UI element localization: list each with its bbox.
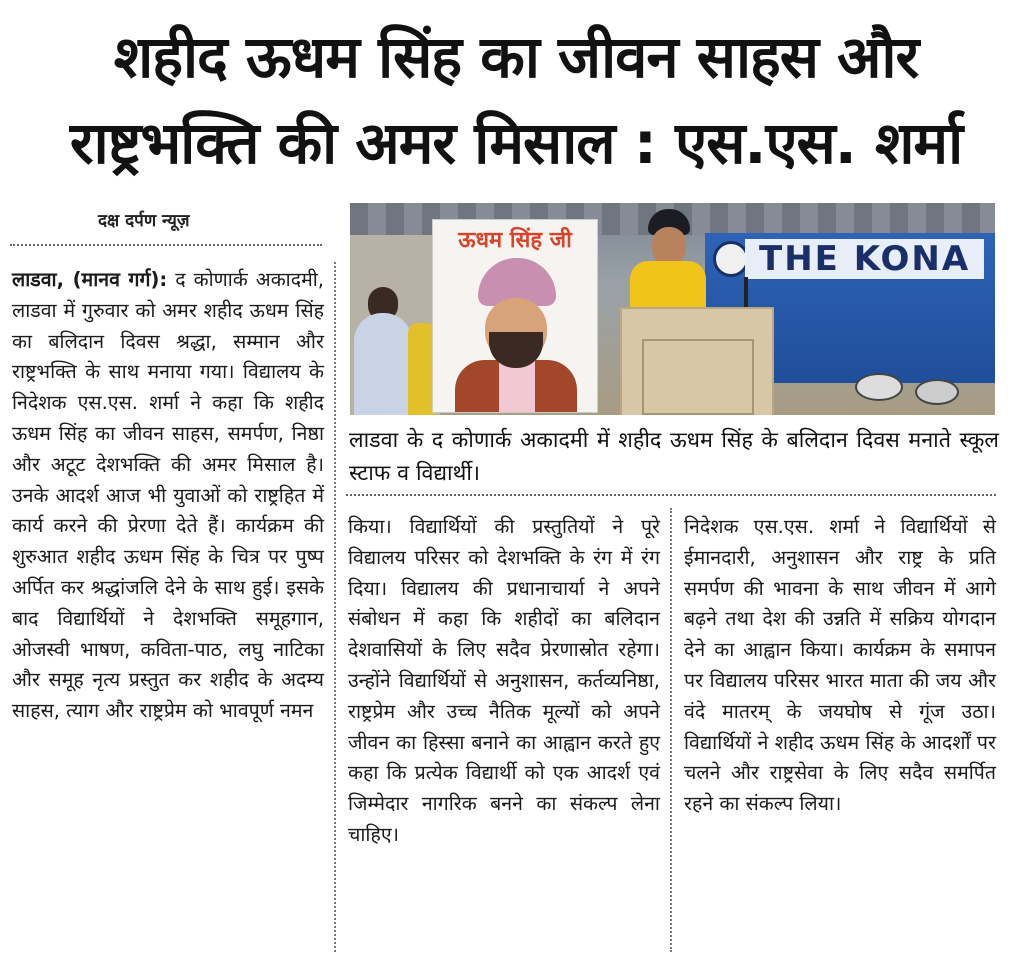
podium-panel [642,339,754,415]
person-figure [354,313,412,415]
drum-icon [915,379,959,405]
article-column-2: किया। विद्यार्थियों की प्रस्तुतियों ने पूरे विद्यालय परिसर को देशभक्ति के रंग में रंग दिया। विद्यालय की प्रधानाचार्या ने अपने संबोधन में कहा कि शहीदों का बलिदान देशवासियों के लिए सदैव प्रेरणास्रोत रहेगा। उन्होंने विद्यार्थियों से अनुशासन, कर्तव्यनिष्ठा, राष्ट्रप्रेम और उच्च नैतिक मूल्यों को अपने जीवन का हिस्सा बनाने का आह्वान करते हुए कहा कि प्रत्येक विद्यार्थी को एक आदर्श एवं जिम्मेदार नागरिक बनने का संकल्प लेना चाहिए। [348,515,660,846]
speaker-head [652,227,686,265]
photo-caption: लाडवा के द कोणार्क अकादमी में शहीद ऊधम सिंह के बलिदान दिवस मनाते स्कूल स्टाफ व विद्यार्थी। [349,428,999,486]
drum-icon [855,373,903,401]
article-column-3: निदेशक एस.एस. शर्मा ने विद्यार्थियों से ईमानदारी, अनुशासन और राष्ट्र के प्रति समर्पण की भावना के साथ जीवन में आगे बढ़ने तथा देश की उन्नति में सक्रिय योगदान देने का आह्वान किया। कार्यक्रम के समापन पर विद्यालय परिसर भारत माता की जय और वंदे मातरम् के जयघोष से गूंज उठा। विद्यार्थियों ने शहीद ऊधम सिंह के आदर्शों पर चलने और राष्ट्रसेवा के लिए सदैव समर्पित रहने का संकल्प लिया। [684,515,996,816]
udham-singh-portrait [432,219,598,413]
byline: दक्ष दर्पण न्यूज़ [98,211,190,231]
microphone-icon [744,277,748,311]
article-column-1-text: द कोणार्क अकादमी, लाडवा में गुरुवार को अमर शहीद ऊधम सिंह का बलिदान दिवस श्रद्धा, सम्मान और राष्ट्रभक्ति के साथ मनाया गया। विद्यालय के निदेशक एस.एस. शर्मा ने कहा कि शहीद ऊधम सिंह का जीवन साहस, समर्पण, निष्ठा और अटूट देशभक्ति की अमर मिसाल है। उनके आदर्श आज भी युवाओं को राष्ट्रहित में कार्य करने की प्रेरणा देते हैं। कार्यक्रम की शुरुआत शहीद ऊधम सिंह के चित्र पर पुष्प अर्पित कर श्रद्धांजलि देने के साथ हुई। इसके बाद विद्यार्थियों ने देशभक्ति समूहगान, ओजस्वी भाषण, कविता-पाठ, लघु नाटिका और समूह नृत्य प्रस्तुत कर शहीद के अदम्य साहस, त्याग और राष्ट्रप्रेम को भावपूर्ण नमन [12,268,324,723]
article-column-1 [12,265,324,727]
portrait-title: ऊधम सिंह जी [458,228,572,253]
banner-text: THE KONA [745,239,984,279]
headline-line-1: शहीद ऊधम सिंह का जीवन साहस और [113,23,919,91]
dateline: लाडवा, (मानव गर्ग): [12,268,168,291]
school-logo-icon [713,241,749,277]
column-divider-2 [670,508,672,952]
caption-divider [346,494,996,496]
headline-line-2: राष्ट्रभक्ति की अमर मिसाल : एस.एस. शर्मा [69,109,963,177]
byline-divider [10,244,322,246]
column-divider-1 [334,262,336,952]
event-photo [350,203,995,415]
podium [620,307,774,415]
